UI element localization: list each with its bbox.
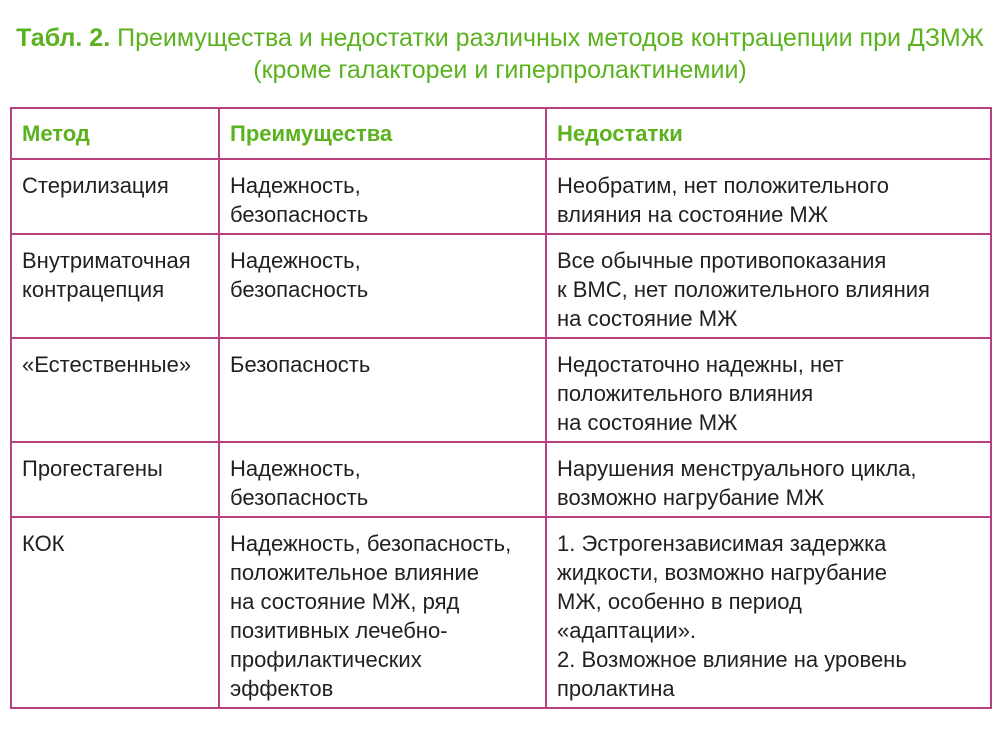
cell-method: Внутриматочная контрацепция xyxy=(11,234,219,338)
header-disadvantages: Недостатки xyxy=(546,108,991,159)
cell-disadvantages: Нарушения менструального цикла, возможно нагрубание МЖ xyxy=(546,442,991,517)
table-row xyxy=(11,442,991,517)
methods-table xyxy=(10,107,992,709)
cell-method: Стерилизация xyxy=(11,159,219,234)
caption-number: Табл. 2. xyxy=(16,24,111,52)
cell-disadvantages: 1. Эстрогензависимая задержка жидкости, возможно нагрубание МЖ, особенно в период «адаптации». 2. Возможное влияние на уровень пролактина xyxy=(546,517,991,708)
caption-title: Преимущества и недостатки различных методов контрацепции при ДЗМЖ (кроме галактореи и гиперпролактинемии) xyxy=(117,24,984,84)
header-advantages: Преимущества xyxy=(219,108,546,159)
table-row xyxy=(11,159,991,234)
cell-disadvantages: Недостаточно надежны, нет положительного влияния на состояние МЖ xyxy=(546,338,991,442)
table-row xyxy=(11,338,991,442)
cell-advantages: Надежность, безопасность, положительное влияние на состояние МЖ, ряд позитивных лечебно- профилактических эффектов xyxy=(219,517,546,708)
header-method: Метод xyxy=(11,108,219,159)
cell-disadvantages: Необратим, нет положительного влияния на состояние МЖ xyxy=(546,159,991,234)
cell-advantages: Безопасность xyxy=(219,338,546,442)
cell-method: КОК xyxy=(11,517,219,708)
cell-method: Прогестагены xyxy=(11,442,219,517)
cell-method: «Естественные» xyxy=(11,338,219,442)
table-row xyxy=(11,234,991,338)
cell-advantages: Надежность, безопасность xyxy=(219,234,546,338)
cell-advantages: Надежность, безопасность xyxy=(219,159,546,234)
table-caption xyxy=(0,22,1000,86)
header-row xyxy=(11,108,991,159)
cell-disadvantages: Все обычные противопоказания к ВМС, нет положительного влияния на состояние МЖ xyxy=(546,234,991,338)
cell-advantages: Надежность, безопасность xyxy=(219,442,546,517)
table-row xyxy=(11,517,991,708)
